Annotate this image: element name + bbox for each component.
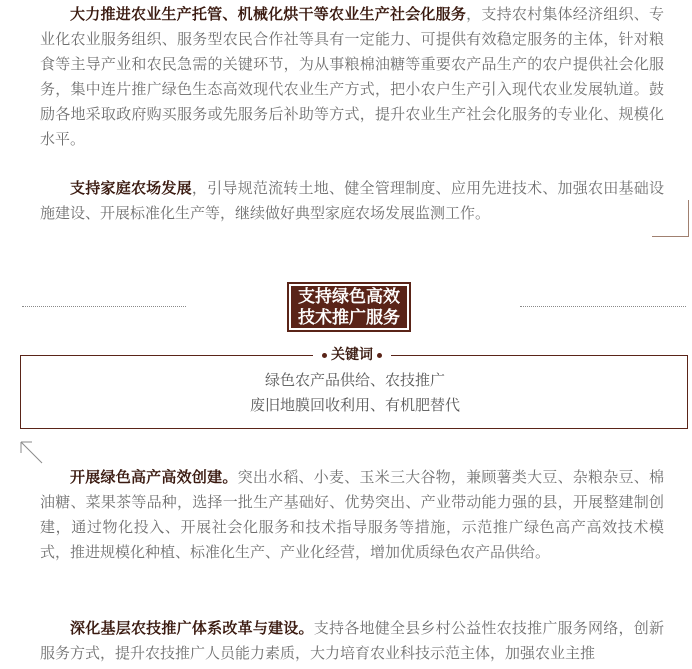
keywords-box [20,355,688,429]
dot-icon [377,353,382,358]
paragraph-lead: 深化基层农技推广体系改革与建设。 [70,619,314,637]
corner-bracket-decoration [652,200,689,237]
paragraph-lead: 大力推进农业生产托管、机械化烘干等农业生产社会化服务 [70,5,467,23]
paragraph-body: ，引导规范流转土地、健全管理制度、应用先进技术、加强农田基础设施建设、开展标准化生产等，继续做好典型家庭农场发展监测工作。 [40,179,664,222]
section-title-line2: 技术推广服务 [298,308,400,328]
section-title [291,286,407,328]
keywords-label [313,345,391,365]
section-title-line1: 支持绿色高效 [298,287,400,307]
keywords-line2: 废旧地膜回收利用、有机肥替代 [249,396,460,414]
paragraph-body: ，支持农村集体经济组织、专业化农业服务组织、服务型农民合作社等具有一定能力、可提供有效稳定服务的主体，针对粮食等主导产业和农民急需的关键环节，为从事粮棉油糖等重要农产品生产的农户提供社会化服务，集中连片推广绿色生态高效现代农业生产方式，把小农户生产引入现代农业发展轨道。鼓励各地采取政府购买服务或先服务后补助等方式，提升农业生产社会化服务的专业化、规模化水平。 [40,5,664,148]
section-divider-right [520,306,686,307]
corner-arrow-icon [20,441,44,465]
paragraph-agri-extension [40,616,664,666]
paragraph-green-creation [40,465,664,565]
keywords-line1: 绿色农产品供给、农技推广 [264,371,445,389]
paragraph-body: 支持各地健全县乡村公益性农技推广服务网络，创新服务方式，提升农技推广人员能力素质，大力培育农业科技示范主体，加强农业主推 [40,619,664,662]
keywords-label-text: 关键词 [331,347,373,363]
section-title-box [287,282,411,332]
paragraph-body: 突出水稻、小麦、玉米三大谷物，兼顾薯类大豆、杂粮杂豆、棉油糖、菜果茶等品种，选择一批生产基础好、优势突出、产业带动能力强的县，开展整建制创建，通过物化投入、开展社会化服务和技术指导服务等措施，示范推广绿色高产高效技术模式，推进规模化种植、标准化生产、产业化经营，增加优质绿色农产品供给。 [40,468,664,561]
section-divider-left [22,306,186,307]
paragraph-lead: 开展绿色高产高效创建。 [70,468,238,486]
paragraph-lead: 支持家庭农场发展 [70,179,192,197]
paragraph-social-services [40,2,664,152]
paragraph-family-farm [40,176,664,226]
dot-icon [322,353,327,358]
